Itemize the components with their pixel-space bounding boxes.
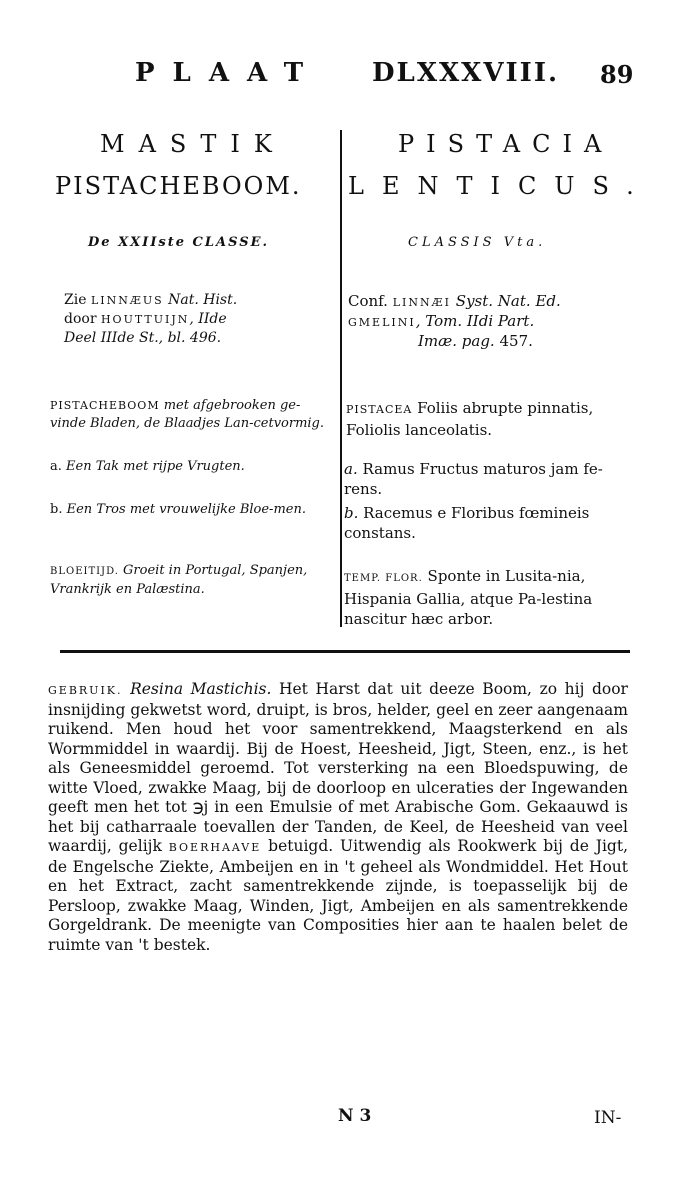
ref-syst: Syst. Nat. Ed. [455,292,561,310]
latin-title-line2: LENTICUS. [348,172,652,200]
latin-reference [348,292,638,351]
item-b-text-la: Racemus e Floribus fœmineis constans. [344,504,590,542]
latin-description [346,398,638,441]
ref-linnaeus: LINNÆUS [90,294,164,307]
plate-label: PLAAT [135,58,322,88]
desc-text-la: Foliis abrupte pinnatis, Foliolis lanceolatis. [346,399,594,439]
resina-title: Resina Mastichis. [130,680,272,698]
dutch-item-a [50,459,336,474]
ref-linnaei: LINNÆI [392,296,452,309]
desc-text-nl: met afgebrooken ge-vinde Bladen, de Blaadjes Lan-cetvormig. [50,398,325,431]
ref-imae: Imæ. pag. [418,332,495,350]
desc-sc-la: PISTACEA [346,403,413,416]
dutch-title-line2: PISTACHEBOOM. [55,172,302,200]
usage-text-2: betuigd. Uitwendig als Rookwerk bij de Jigt, de Engelsche Ziekte, Ambeijen en in 't geheel als Wondmiddel. Het Hout en het Extract, zacht samentrekkende zijnde, is toepasselijk bij de Persloop, zwakke Maag, Winden, Jigt, Ambeijen en als samentrekkende Gorgeldrank. De meenigte van Composities hier aan te haalen belet de ruimte van 't bestek. [48,837,628,954]
latin-item-a [344,459,638,499]
item-b-text: Een Tros met vrouwelijke Bloe-men. [66,502,306,517]
ref-houttuijn: HOUTTUIJN [100,313,190,326]
desc-sc-nl: PISTACHEBOOM [50,399,160,412]
section-rule [60,650,630,653]
temp-text: Sponte in Lusita-nia, Hispania Gallia, atque Pa-lestina nascitur hæc arbor. [344,567,593,628]
latin-class: CLASSIS Vta. [408,235,547,250]
temp-label: TEMP. FLOR. [344,573,423,584]
ref-tom: , Tom. IIdi Part. [415,312,535,330]
ref-conf: Conf. [348,292,388,310]
usage-text-1: Het Harst dat uit deeze Boom, zo hij door insnijding gekwetst word, druipt, is bros, helder, geel en zeer aangenaam ruikend. Men houd het voor samentrekkend, Maagsterkend en als Wormmiddel in waardij. Bij de Hoest, Heesheid, Jigt, Steen, enz., is het als Geneesmiddel geroemd. Tot versterking na een Bloedspuwing, de witte Vloed, zwakke Maag, bij de doorloop en ulceraties der Ingewanden geeft men het tot ℈j in een Emulsie of met Arabische Gom. Gekaauwd is het bij catharraale toevallen der Tanden, de Keel, de Heesheid van veel waardij, gelijk [48,680,628,855]
ref-deel: , IIde [189,311,227,327]
item-b-label-la: b. [344,504,359,522]
dutch-flowering [50,562,338,599]
page-number: 89 [600,60,634,89]
latin-flowering [344,566,640,629]
dutch-title-line1: MASTIK [100,130,286,158]
column-divider [340,130,342,627]
latin-title-line1: PISTACIA [398,130,614,158]
catchword: IN- [594,1108,622,1128]
dutch-class: De XXIIste CLASSE. [88,235,270,250]
item-b-label: b. [50,502,63,517]
plate-number: DLXXXVIII. [372,58,560,88]
item-a-label-la: a. [344,460,358,478]
signature-mark: N 3 [338,1106,372,1126]
item-a-label: a. [50,459,62,474]
ref-gmelini: GMELINI [348,316,416,329]
ref-nat-hist: Nat. Hist. [168,292,238,308]
ref-page: 457. [499,332,533,350]
bloei-text: Groeit in Portugal, Spanjen, Vrankrijk en Palæstina. [50,563,308,597]
boerhaave-name: BOERHAAVE [168,841,262,854]
gebruik-label: GEBRUIK. [48,684,123,697]
dutch-item-b [50,501,336,519]
item-a-text-la: Ramus Fructus maturos jam fe-rens. [344,460,603,498]
ref-deel2: Deel IIIde St., bl. 496. [64,330,222,346]
usage-paragraph [48,680,628,955]
dutch-reference [64,291,324,348]
item-a-text: Een Tak met rijpe Vrugten. [66,459,245,474]
dutch-description [50,397,336,433]
ref-door: door [64,311,97,327]
ref-zie: Zie [64,292,87,308]
bloei-label: BLOEITIJD. [50,566,119,577]
latin-item-b [344,503,638,543]
